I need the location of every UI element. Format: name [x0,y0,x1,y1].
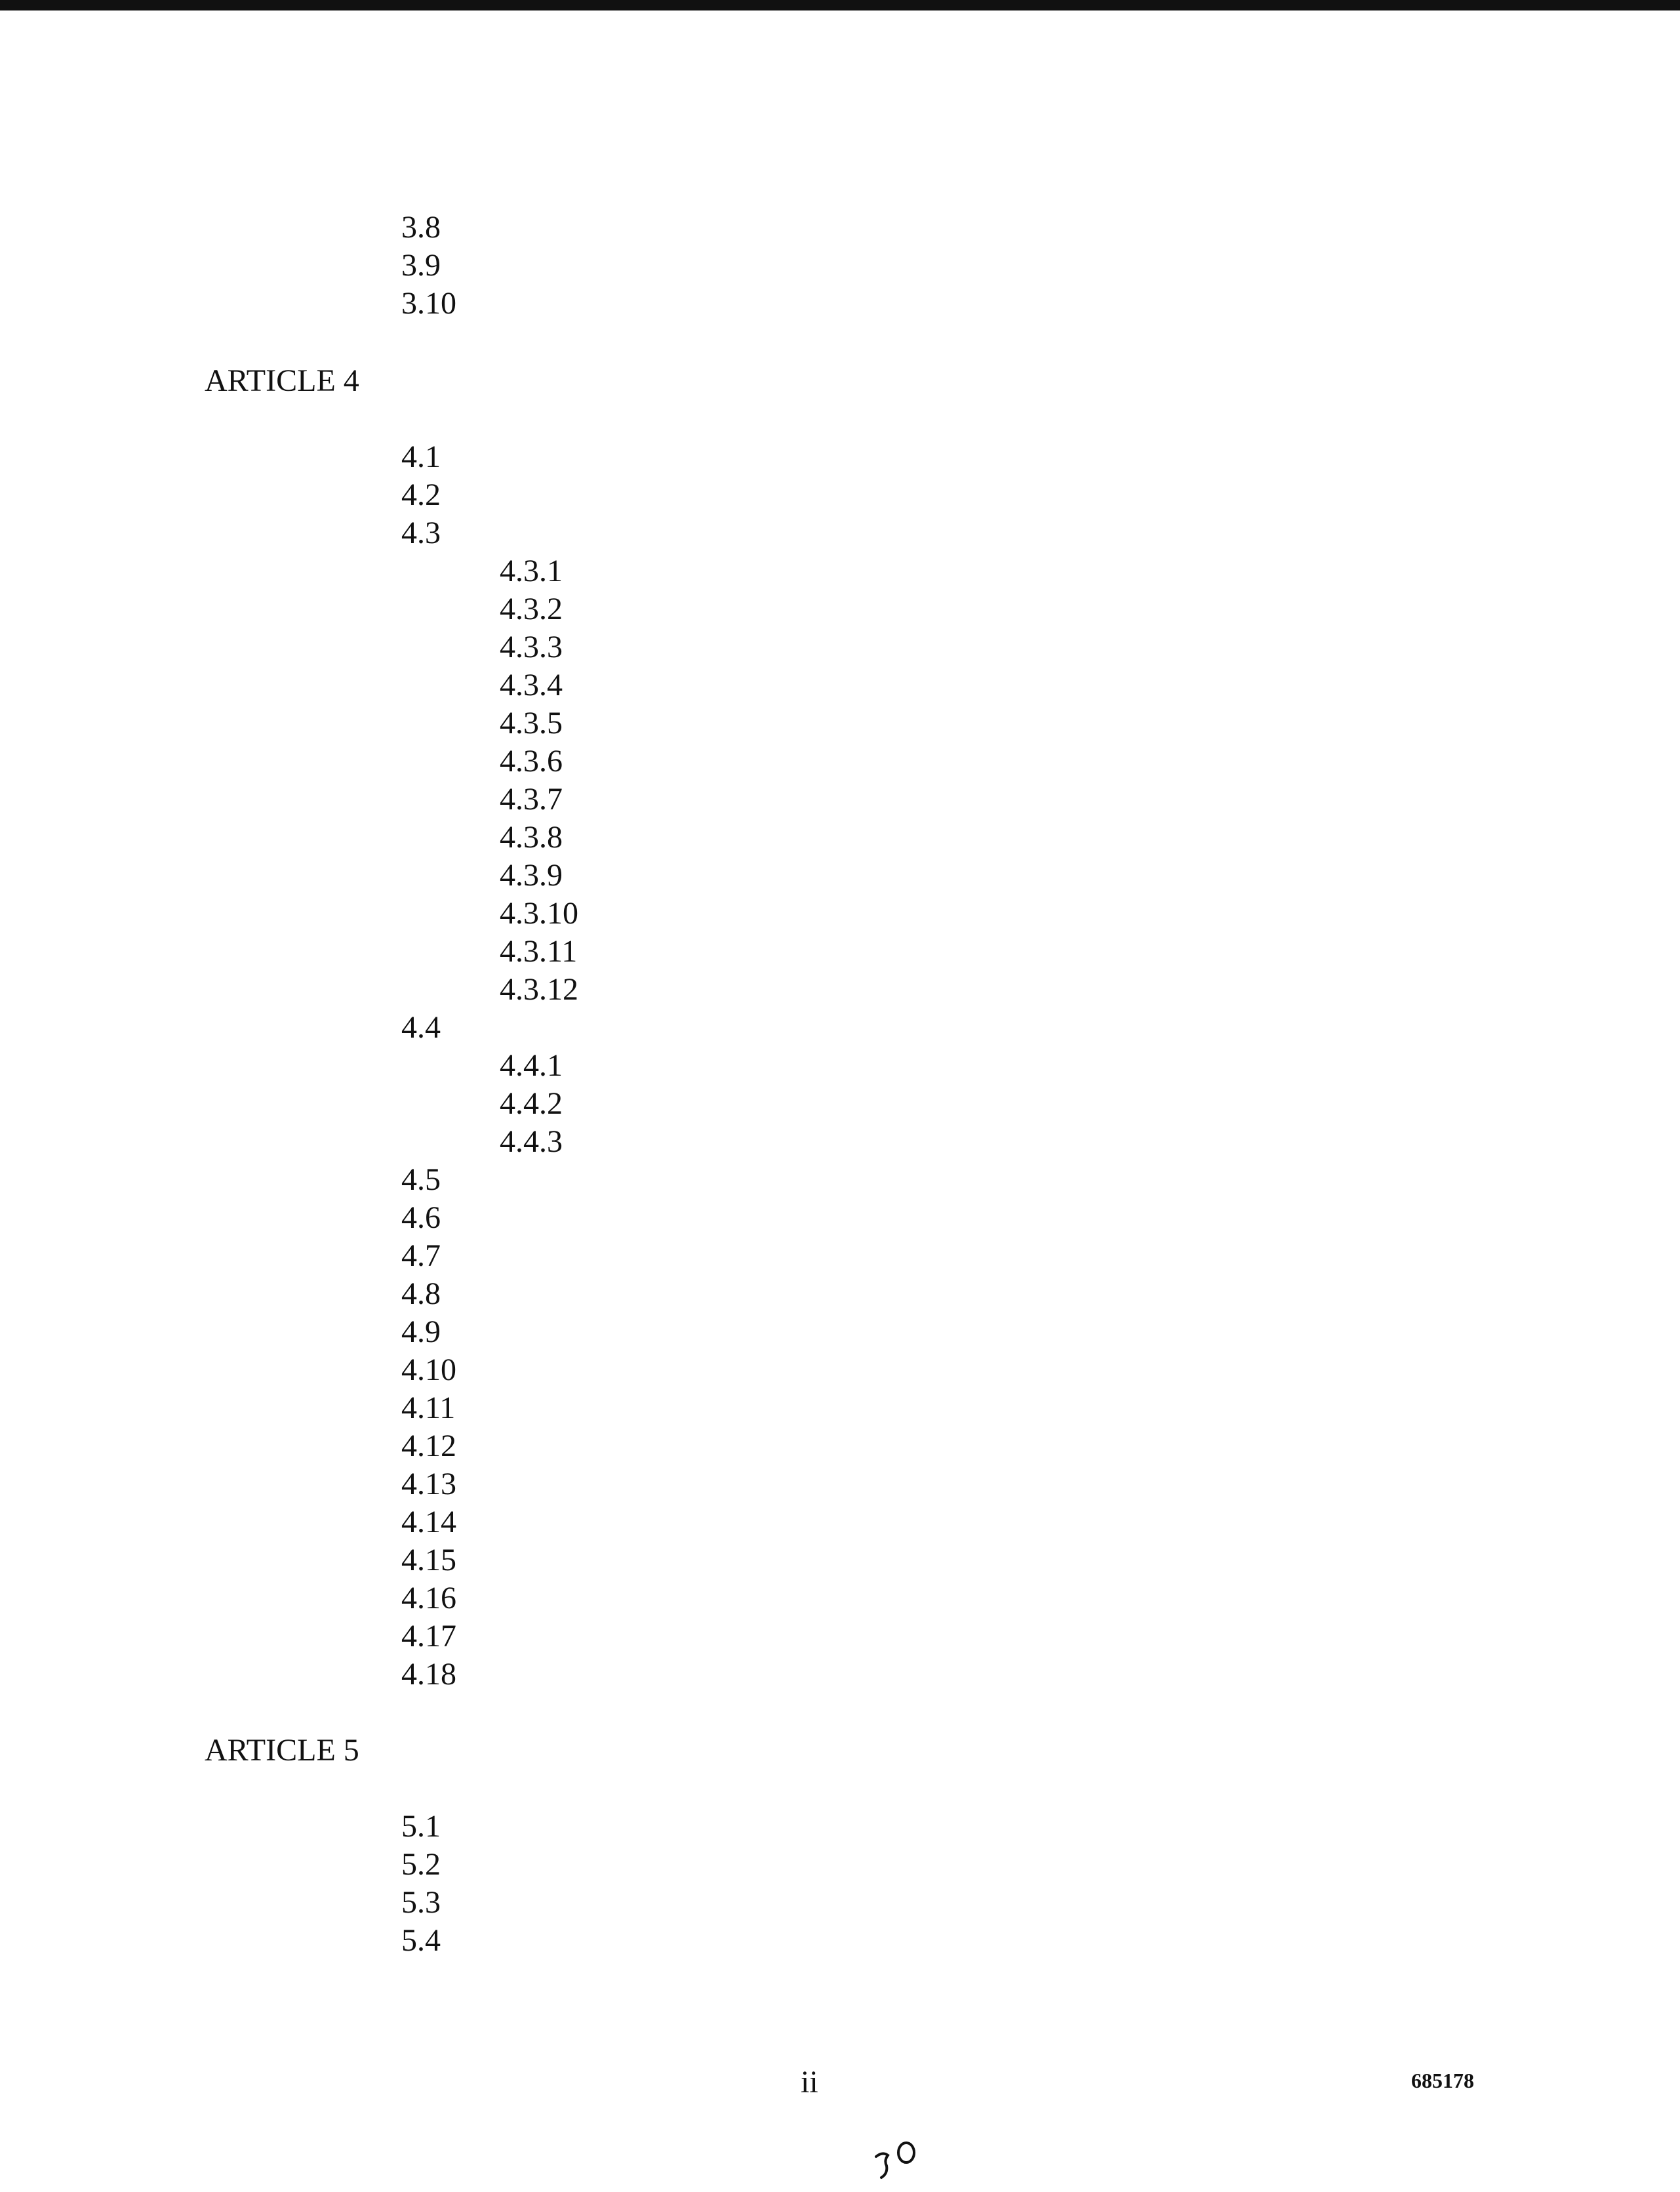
entry-number: 4.15 [401,1543,456,1577]
entry-number: 4.4 [401,1010,441,1045]
entry-number: 4.11 [401,1390,456,1425]
footer-page-number: ii [801,2065,818,2100]
entry-number: 4.2 [401,477,441,512]
entry-number: 4.3.1 [500,554,563,588]
entry-number: 4.13 [401,1467,456,1501]
entry-number: 4.3.7 [500,782,563,817]
entry-number: 4.3.12 [500,972,578,1007]
entry-number: 4.4.2 [500,1086,563,1121]
footer-doc-number: 685178 [1411,2069,1474,2092]
entry-number: 4.3.9 [500,858,563,893]
entry-number: 4.10 [401,1352,456,1387]
entry-number: 4.8 [401,1276,441,1311]
entry-number: 4.3 [401,516,441,550]
entry-number: 4.17 [401,1619,456,1654]
entry-number: 4.16 [401,1581,456,1615]
entry-number: 5.1 [401,1809,441,1844]
entry-number: 3.10 [401,286,456,321]
entry-number: 4.12 [401,1429,456,1463]
entry-number: 4.3.10 [500,896,578,931]
entry-number: 5.4 [401,1923,441,1958]
entry-number: 4.5 [401,1162,441,1197]
entry-number: 5.2 [401,1847,441,1882]
entry-number: 4.3.6 [500,744,563,779]
entry-number: 4.9 [401,1314,441,1349]
entry-number: 4.6 [401,1200,441,1235]
entry-number: 4.3.2 [500,592,563,626]
entry-number: 4.7 [401,1238,441,1273]
entry-number: 4.3.5 [500,706,563,741]
entry-number: 3.9 [401,248,441,283]
entry-number: 4.3.11 [500,934,578,969]
entry-number: 3.8 [401,210,441,245]
handwritten-mark [872,2137,925,2183]
article-4-label: ARTICLE 4 [205,363,359,398]
entry-number: 4.4.1 [500,1048,563,1083]
entry-number: 4.3.4 [500,668,563,702]
entry-number: 4.1 [401,439,441,474]
article-5-label: ARTICLE 5 [205,1733,359,1768]
entry-number: 4.3.3 [500,630,563,664]
entry-number: 4.3.8 [500,820,563,855]
entry-number: 4.4.3 [500,1124,563,1159]
entry-number: 4.18 [401,1657,456,1692]
entry-number: 5.3 [401,1885,441,1920]
entry-number: 4.14 [401,1505,456,1539]
